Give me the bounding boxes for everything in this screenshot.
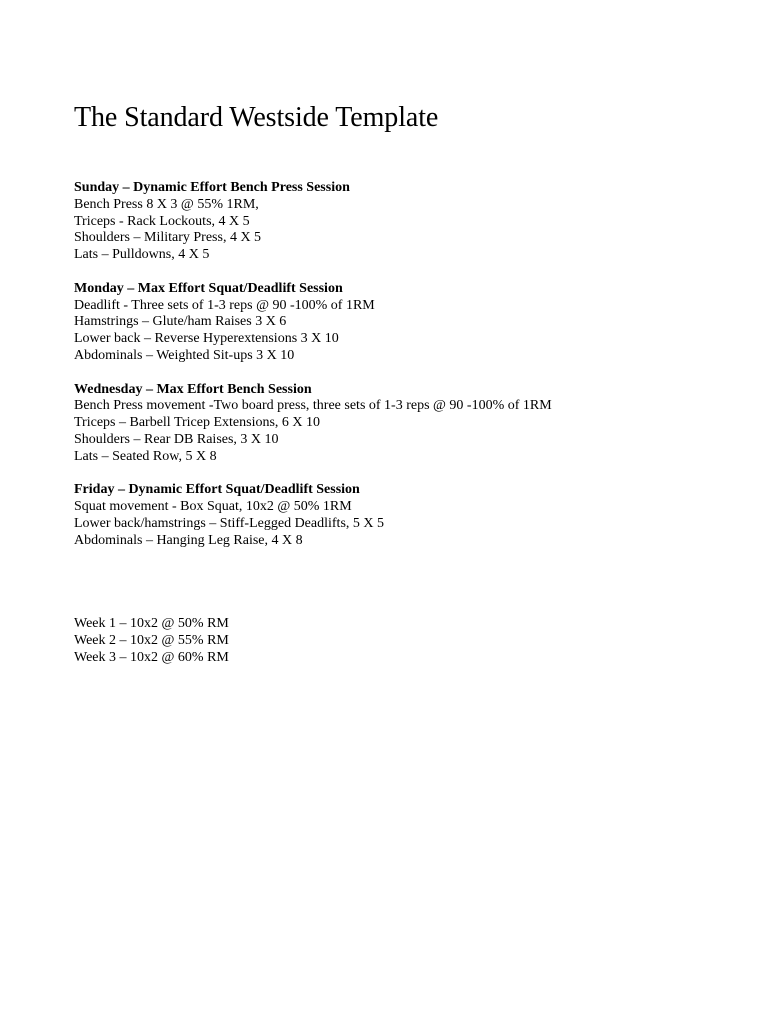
section-friday [74,482,734,549]
section-heading: Monday – Max Effort Squat/Deadlift Session [74,280,343,296]
exercise-line: Abdominals – Weighted Sit-ups 3 X 10 [74,347,295,363]
spacer [74,566,734,616]
exercise-line: Lats – Seated Row, 5 X 8 [74,448,217,464]
exercise-line: Lats – Pulldowns, 4 X 5 [74,247,210,263]
exercise-line: Deadlift - Three sets of 1-3 reps @ 90 -100% of 1RM [74,297,375,313]
exercise-line: Shoulders – Rear DB Raises, 3 X 10 [74,431,279,447]
exercise-line: Triceps - Rack Lockouts, 4 X 5 [74,213,250,229]
exercise-line: Bench Press 8 X 3 @ 55% 1RM, [74,196,259,212]
exercise-line: Hamstrings – Glute/ham Raises 3 X 6 [74,314,287,330]
section-sunday [74,180,734,264]
section-heading: Friday – Dynamic Effort Squat/Deadlift Session [74,482,360,498]
week-line: Week 1 – 10x2 @ 50% RM [74,616,229,632]
section-heading: Sunday – Dynamic Effort Bench Press Session [74,180,350,195]
exercise-line: Triceps – Barbell Tricep Extensions, 6 X 10 [74,415,321,431]
section-wednesday [74,382,734,466]
week-line: Week 3 – 10x2 @ 60% RM [74,649,229,665]
exercise-line: Lower back – Reverse Hyperextensions 3 X 10 [74,331,339,347]
document-content [74,100,734,667]
page-title: The Standard Westside Template [74,102,439,133]
exercise-line: Lower back/hamstrings – Stiff-Legged Deadlifts, 5 X 5 [74,515,385,531]
section-heading: Wednesday – Max Effort Bench Session [74,381,312,397]
week-line: Week 2 – 10x2 @ 55% RM [74,633,229,649]
exercise-line: Squat movement - Box Squat, 10x2 @ 50% 1RM [74,499,352,515]
exercise-line: Abdominals – Hanging Leg Raise, 4 X 8 [74,532,303,548]
exercise-line: Bench Press movement -Two board press, three sets of 1-3 reps @ 90 -100% of 1RM [74,398,552,414]
week-progression [74,616,734,666]
exercise-line: Shoulders – Military Press, 4 X 5 [74,230,262,246]
section-monday [74,281,734,365]
